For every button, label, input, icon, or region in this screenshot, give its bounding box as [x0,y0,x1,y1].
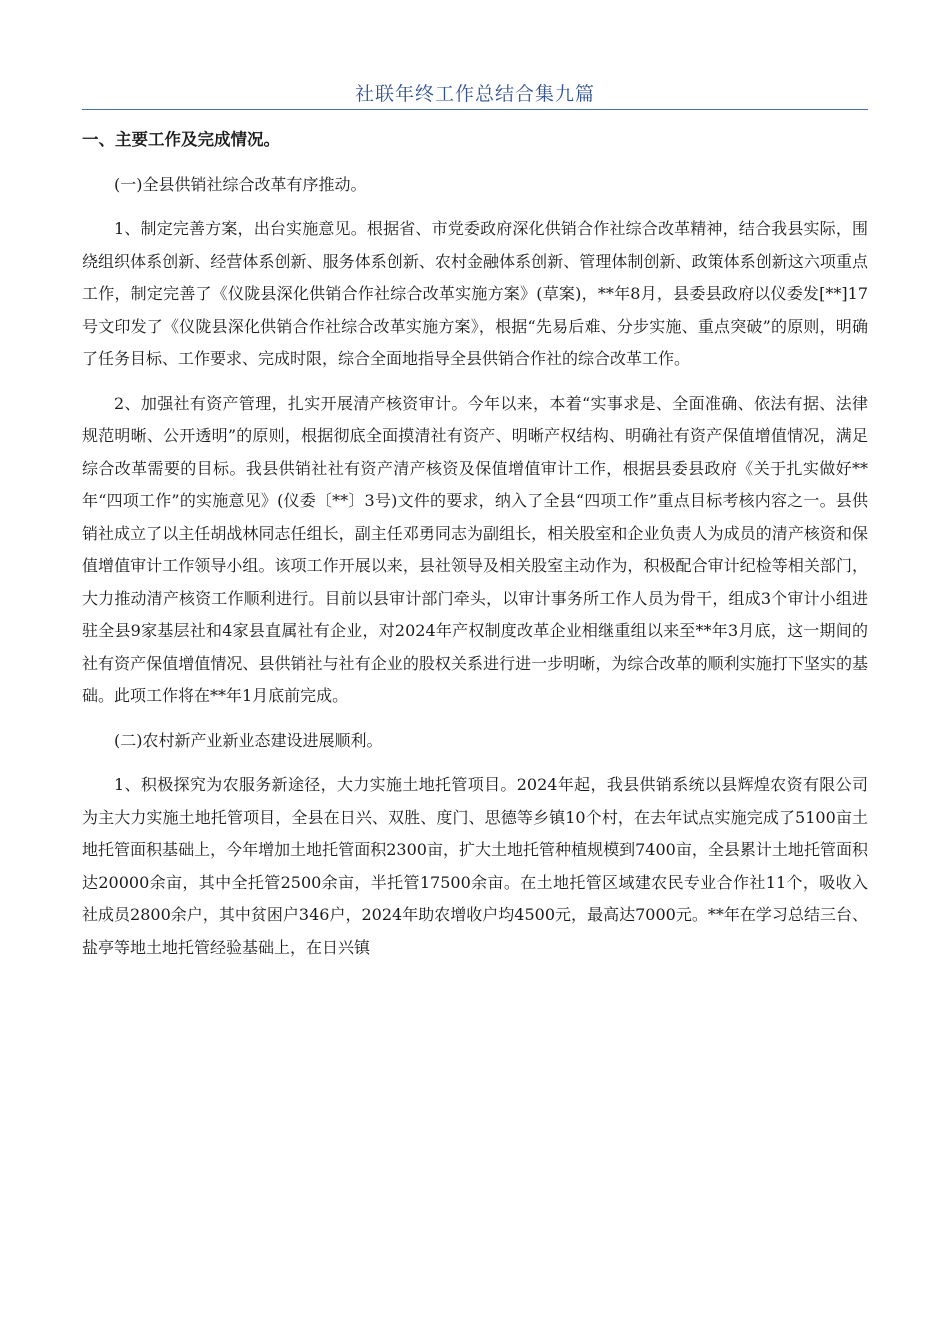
paragraph-3: 1、积极探究为农服务新途径，大力实施土地托管项目。2024年起，我县供销系统以县辉煌农资有限公司为主大力实施土地托管项目，全县在日兴、双胜、度门、思德等乡镇10个村，在去年试点实施完成了5100亩土地托管面积基础上，今年增加土地托管面积2300亩，扩大土地托管种植规模到7400亩，全县累计土地托管面积达20000余亩，其中全托管2500余亩，半托管17500余亩。在土地托管区域建农民专业合作社11个，吸收入社成员2800余户，其中贫困户346户，2024年助农增收户均4500元，最高达7000元。**年在学习总结三台、盐亭等地土地托管经验基础上，在日兴镇 [82,775,868,957]
subsection-heading-1: (一)全县供销社综合改革有序推动。 [114,174,367,194]
subsection-heading-2: (二)农村新产业新业态建设进展顺利。 [114,730,383,750]
section-heading: 一、主要工作及完成情况。 [82,130,280,149]
paragraph-2: 2、加强社有资产管理，扎实开展清产核资审计。今年以来，本着“实事求是、全面准确、依法有据、法律规范明晰、公开透明”的原则，根据彻底全面摸清社有资产、明晰产权结构、明确社有资产保值增值情况，满足综合改革需要的目标。我县供销社社有资产清产核资及保值增值审计工作，根据县委县政府《关于扎实做好**年“四项工作”的实施意见》(仪委〔**〕3号)文件的要求，纳入了全县“四项工作”重点目标考核内容之一。县供销社成立了以主任胡战林同志任组长，副主任邓勇同志为副组长，相关股室和企业负责人为成员的清产核资和保值增值审计工作领导小组。该项工作开展以来，县社领导及相关股室主动作为，积极配合审计纪检等相关部门，大力推动清产核资工作顺利进行。目前以县审计部门牵头，以审计事务所工作人员为骨干，组成3个审计小组进驻全县9家基层社和4家县直属社有企业，对2024年产权制度改革企业相继重组以来至**年3月底，这一期间的社有资产保值增值情况、县供销社与社有企业的股权关系进行进一步明晰，为综合改革的顺利实施打下坚实的基础。此项工作将在**年1月底前完成。 [82,393,868,705]
document-body [82,124,868,976]
document-title: 社联年终工作总结合集九篇 [354,83,595,105]
title-divider [82,109,868,110]
paragraph-1: 1、制定完善方案，出台实施意见。根据省、市党委政府深化供销合作社综合改革精神，结合我县实际，围绕组织体系创新、经营体系创新、服务体系创新、农村金融体系创新、管理体制创新、政策体系创新这六项重点工作，制定完善了《仪陇县深化供销合作社综合改革实施方案》(草案)，**年8月，县委县政府以仪委发[**]17号文印发了《仪陇县深化供销合作社综合改革实施方案》，根据“先易后难、分步实施、重点突破”的原则，明确了任务目标、工作要求、完成时限，综合全面地指导全县供销合作社的综合改革工作。 [82,219,868,368]
